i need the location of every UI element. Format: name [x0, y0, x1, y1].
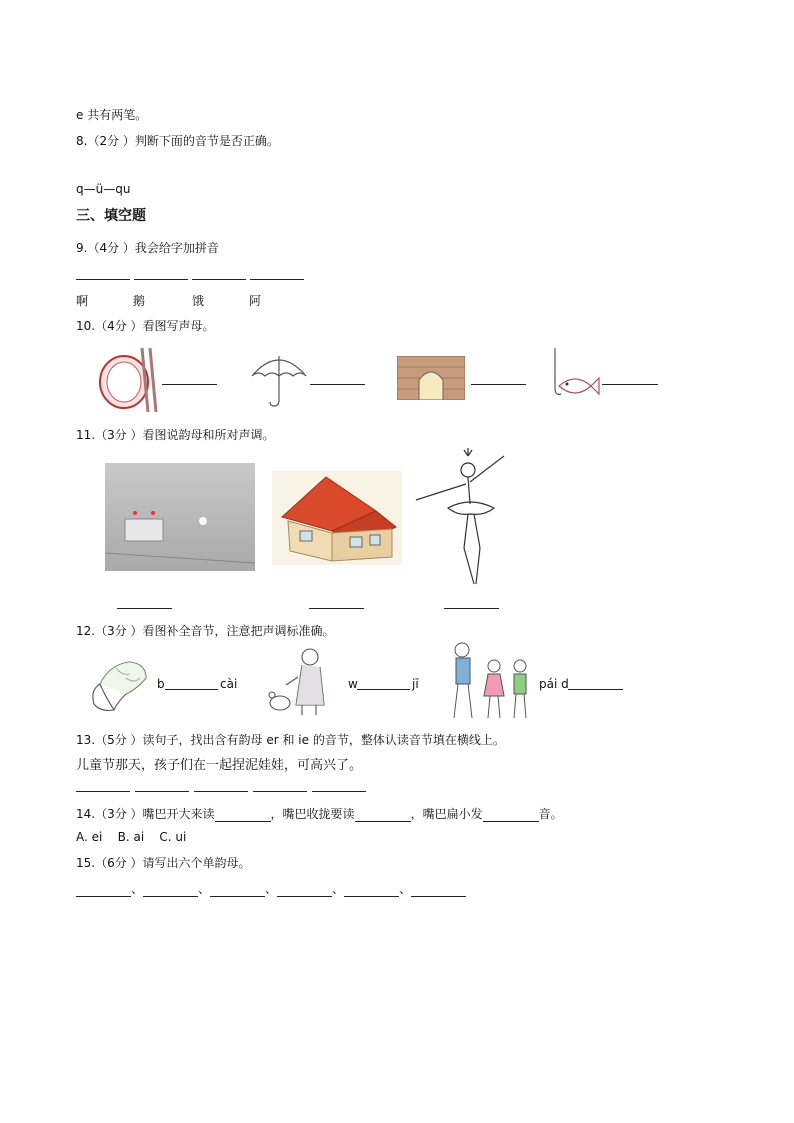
char-e-hungry: 饿 [192, 294, 205, 308]
section-title-fill-blanks: 三、填空题 [76, 208, 146, 224]
foggy-road-photo [105, 463, 255, 571]
answer-blank[interactable] [444, 608, 499, 609]
separator: 、 [332, 882, 345, 896]
separator: 、 [265, 882, 278, 896]
answer-blank[interactable] [253, 791, 307, 792]
char-e-goose: 鹅 [133, 294, 146, 308]
answer-blank[interactable] [344, 895, 399, 897]
question-14-options: A. ei B. ai C. ui [76, 830, 187, 844]
question-14-line [76, 805, 563, 822]
answer-blank[interactable] [568, 689, 623, 690]
answer-blank[interactable] [117, 608, 172, 609]
text-e-strokes: e 共有两笔。 [76, 108, 148, 122]
answer-blank[interactable] [357, 689, 410, 690]
question-13-sentence: 儿童节那天，孩子们在一起捏泥娃娃，可高兴了。 [76, 758, 363, 773]
q14-part4: 音。 [538, 807, 563, 821]
question-15-blanks [76, 880, 466, 897]
q12-syllable-b: b [157, 677, 165, 691]
question-12-label: 12.（3分 ）看图补全音节，注意把声调标准确。 [76, 624, 335, 638]
answer-blank[interactable] [143, 895, 198, 897]
question-8-label: 8.（2分 ）判断下面的音节是否正确。 [76, 134, 279, 148]
answer-blank[interactable] [76, 895, 131, 897]
answer-blank[interactable] [310, 384, 365, 385]
answer-blank[interactable] [355, 820, 411, 822]
tunnel-icon [397, 356, 465, 400]
answer-blank[interactable] [192, 279, 246, 280]
q14-part2: ，嘴巴收拢要读 [270, 807, 355, 821]
answer-blank[interactable] [76, 791, 130, 792]
answer-blank[interactable] [162, 384, 217, 385]
answer-blank[interactable] [483, 820, 539, 822]
q14-part3: ，嘴巴扁小发 [410, 807, 483, 821]
q14-part1: 14.（3分 ）嘴巴开大来读 [76, 807, 215, 821]
q12-syllable-pai-d: pái d [539, 677, 569, 691]
answer-blank[interactable] [76, 279, 130, 280]
answer-blank[interactable] [411, 895, 466, 897]
house-photo [272, 471, 402, 565]
question-8-content: q—ü—qu [76, 182, 131, 196]
q12-syllable-cai: cài [220, 677, 238, 691]
q12-syllable-w: w [348, 677, 358, 691]
cabbage-icon [86, 654, 152, 716]
woman-feeding-chickens-icon [262, 643, 344, 719]
answer-blank[interactable] [134, 279, 188, 280]
drum-icon [96, 344, 162, 414]
ballet-dancer-icon [414, 448, 510, 588]
separator: 、 [131, 882, 144, 896]
answer-blank[interactable] [309, 608, 364, 609]
children-in-line-icon [444, 640, 536, 722]
umbrella-icon [248, 348, 310, 410]
fish-hook-icon [547, 346, 601, 416]
char-a: 啊 [76, 294, 89, 308]
separator: 、 [198, 882, 211, 896]
answer-blank[interactable] [471, 384, 526, 385]
question-15-label: 15.（6分 ）请写出六个单韵母。 [76, 856, 251, 870]
answer-blank[interactable] [602, 384, 658, 385]
question-13-label: 13.（5分 ）读句子，找出含有韵母 er 和 ie 的音节，整体认读音节填在横线上。 [76, 733, 505, 747]
separator: 、 [399, 882, 412, 896]
answer-blank[interactable] [215, 820, 271, 822]
char-a-ah: 阿 [249, 294, 262, 308]
q12-syllable-ji: jī [412, 677, 419, 691]
answer-blank[interactable] [250, 279, 304, 280]
answer-blank[interactable] [135, 791, 189, 792]
question-9-label: 9.（4分 ）我会给字加拼音 [76, 241, 219, 255]
answer-blank[interactable] [165, 689, 218, 690]
question-11-label: 11.（3分 ）看图说韵母和所对声调。 [76, 428, 275, 442]
question-10-label: 10.（4分 ）看图写声母。 [76, 319, 215, 333]
answer-blank[interactable] [312, 791, 366, 792]
answer-blank[interactable] [194, 791, 248, 792]
answer-blank[interactable] [277, 895, 332, 897]
answer-blank[interactable] [210, 895, 265, 897]
